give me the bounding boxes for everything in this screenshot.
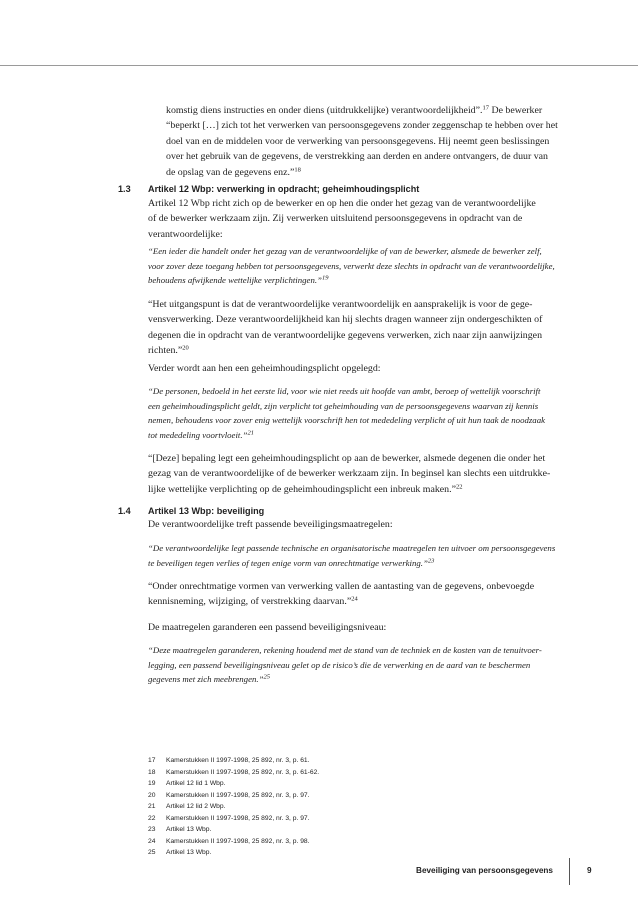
footer-divider [569, 858, 570, 885]
section-title: Artikel 12 Wbp: verwerking in opdracht; geheimhoudingsplicht [148, 184, 420, 194]
footnote: 22 Kamerstukken II 1997-1998, 25 892, nr. 3, p. 97. [148, 814, 310, 822]
page-number: 9 [587, 866, 592, 875]
paragraph: “Onder onrechtmatige vormen van verwerking vallen de aantasting van de gegevens, onbevoegde kennisneming, wijziging, of verstrekking daarvan.”$^{24}$ [148, 581, 535, 608]
section-title: Artikel 13 Wbp: beveiliging [148, 506, 265, 516]
legal-quote: “De personen, bedoeld in het eerste lid, voor wie niet reeds uit hoofde van ambt, beroep of wettelijk voorschrift een geheimhoudingsplicht geldt, zijn verplicht tot geheimhouding van de persoonsgegevens waarvan zij kennis nemen, behoudens voor zover enig wettelijk voorschrift hen tot mededeling verplicht of uit hun taak de noodzaak tot mededeling voortvloeit.”$^{21}$ [148, 386, 545, 440]
footnote: 25 Artikel 13 Wbp. [148, 849, 212, 856]
quote-continuation: komstig diens instructies en onder diens (uitdrukkelijke) verantwoordelijkheid”.$^{17}$ De bewerker “beperkt […] zich tot het verwerken van persoonsgegevens zonder zeggenschap te hebben over het doel van en de middelen voor de verwerking van persoonsgegevens. Hij neemt geen beslissingen over het gebruik van de gegevens, de verstrekking aan derden en andere ontvangers, de duur van de opslag van de gegevens enz.”$^{18}$ [166, 104, 558, 178]
footnote: 21 Artikel 12 lid 2 Wbp. [148, 803, 226, 810]
section-number: 1.3 [118, 184, 131, 194]
footnote: 20 Kamerstukken II 1997-1998, 25 892, nr. 3, p. 97. [148, 791, 310, 799]
top-rule [0, 65, 638, 66]
legal-quote: “Een ieder die handelt onder het gezag van de verantwoordelijke of van de bewerker, alsmede de bewerker zelf, voor zover deze toegang hebben tot persoonsgegevens, verwerkt deze slechts in opdracht van de verantwoordelijke, behoudens afwijkende wettelijke verplichtingen.”$^{19}$ [148, 246, 555, 286]
paragraph: “Het uitgangspunt is dat de verantwoordelijke verantwoordelijk en aansprakelijk is voor de gege- vensverwerking. Deze verantwoordelijkheid kan hij slechts dragen wanneer zijn ondergeschikten of degenen die in opdracht van de verantwoordelijke gegevens verwerken, zich naar zijn aanwijzingen richten.”$^{20}$ [148, 299, 543, 357]
footnotes [148, 755, 319, 859]
legal-quote: “Deze maatregelen garanderen, rekening houdend met de stand van de techniek en de kosten van de tenuitvoer- legging, een passend beveiligingsniveau gelet op de risico’s die de verwerking en de aard van te beschermen gegevens met zich meebrengen.”$^{25}$ [148, 645, 542, 685]
section-number: 1.4 [118, 506, 131, 516]
legal-quote: “De verantwoordelijke legt passende technische en organisatorische maatregelen ten uitvoer om persoonsgegevens te beveiligen tegen verlies of tegen enige vorm van onrechtmatige verwerking.”$^{23}$ [148, 543, 556, 568]
paragraph: “[Deze] bepaling legt een geheimhoudingsplicht op aan de bewerker, alsmede degenen die onder het gezag van de verantwoordelijke of de bewerker werkzaam zijn. In beginsel kan slechts een uitdrukke- lijke wettelijke verplichting op de geheimhoudingsplicht een inbreuk maken.”$^{22}$ [148, 453, 551, 495]
paragraph: Verder wordt aan hen een geheimhoudingsplicht opgelegd: [148, 363, 381, 374]
footer-title: Beveiliging van persoonsgegevens [416, 866, 553, 875]
footnote: 19 Artikel 12 lid 1 Wbp. [148, 780, 226, 787]
paragraph: De verantwoordelijke treft passende beveiligingsmaatregelen: [148, 519, 393, 530]
paragraph: De maatregelen garanderen een passend beveiligingsniveau: [148, 622, 387, 633]
footnote: 17 Kamerstukken II 1997-1998, 25 892, nr. 3, p. 61. [148, 757, 310, 764]
footnote: 23 Artikel 13 Wbp. [148, 826, 212, 833]
footnote: 24 Kamerstukken II 1997-1998, 25 892, nr. 3, p. 98. [148, 837, 310, 845]
paragraph: Artikel 12 Wbp richt zich op de bewerker en op hen die onder het gezag van de verantwoordelijke of de bewerker werkzaam zijn. Zij verwerken uitsluitend persoonsgegevens in opdracht van de verantwoordelijke: [148, 198, 536, 240]
footnote: 18 Kamerstukken II 1997-1998, 25 892, nr. 3, p. 61-62. [148, 768, 320, 776]
